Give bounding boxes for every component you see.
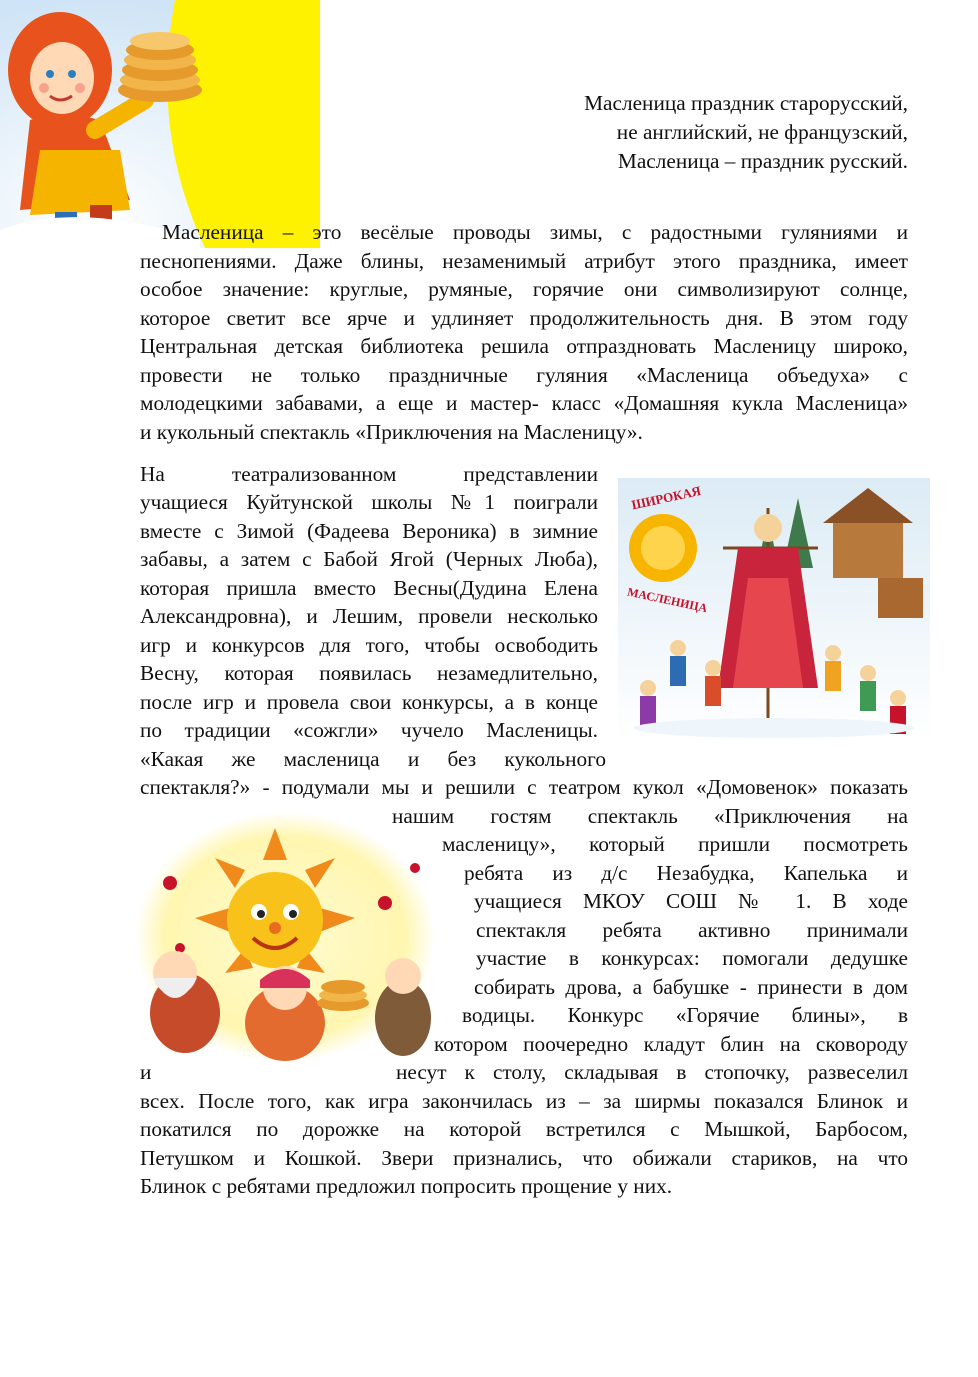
paragraph2-line: учащиеся Куйтунской школы №1 поиграли xyxy=(140,490,598,514)
shirokaya-maslenitsa-illustration xyxy=(618,478,930,740)
girl-with-pancakes-illustration xyxy=(0,0,320,248)
paragraph2-line: Блинок с ребятами предложил попросить прощение у них. xyxy=(140,1174,673,1198)
paragraph2-line: всех. После того, как игра закончилась из – за ширмы показался Блинок и xyxy=(140,1089,908,1113)
paragraph1-line: которое светит все ярче и удлиняет продолжительность дня. В этом году xyxy=(140,306,908,330)
paragraph2-line: участие в конкурсах: помогали дедушке xyxy=(476,946,908,970)
paragraph2-line: спектакля?» - подумали мы и решили с театром кукол «Домовенок» показать xyxy=(140,775,908,799)
logo-text-top: ШИРОКАЯ xyxy=(630,482,703,513)
paragraph1-line: Масленица – это весёлые проводы зимы, с радостными гуляниями и xyxy=(162,220,908,244)
paragraph2-line: вместе с Зимой (Фадеева Вероника) в зимние xyxy=(140,519,598,543)
paragraph2-line: Весну, которая появилась незамедлительно, xyxy=(140,661,598,685)
paragraph2-line: водицы. Конкурс «Горячие блины», в xyxy=(462,1003,908,1027)
paragraph2-line: На театрализованном представлении xyxy=(140,462,598,486)
poem-line-2: не английский, не французский, xyxy=(616,120,908,144)
paragraph1-line: молодецкими забавами, а еще и мастер- класс «Домашняя кукла Масленица» xyxy=(140,391,908,415)
paragraph1-line: песнопениями. Даже блины, незаменимый атрибут этого праздника, имеет xyxy=(140,249,908,273)
paragraph2-line: забавы, а затем с Бабой Ягой (Черных Люба), xyxy=(140,547,598,571)
paragraph2-line: покатился по дорожке на которой встретился с Мышкой, Барбосом, xyxy=(140,1117,908,1141)
paragraph2-line: котором поочередно кладут блин на сковороду xyxy=(434,1032,908,1056)
paragraph2-line: спектакля ребята активно принимали xyxy=(476,918,908,942)
poem-line-1: Масленица праздник старорусский, xyxy=(584,91,908,115)
paragraph2-line-right: несут к столу, складывая в стопочку, развеселил xyxy=(396,1060,908,1084)
paragraph2-line: Александровна), и Лешим, провели несколько xyxy=(140,604,598,628)
sun-and-characters-illustration xyxy=(135,808,435,1066)
paragraph1-line: провести не только праздничные гуляния «Масленица объедуха» с xyxy=(140,363,908,387)
paragraph2-line-left: и xyxy=(140,1060,152,1084)
logo-text-bottom: МАСЛЕНИЦА xyxy=(626,584,709,616)
paragraph2-line: масленицу», который пришли посмотреть xyxy=(442,832,908,856)
paragraph2-line: нашим гостям спектакль «Приключения на xyxy=(392,804,908,828)
paragraph1-line: Центральная детская библиотека решила отпраздновать Масленицу широко, xyxy=(140,334,908,358)
paragraph2-line: по традиции «сожгли» чучело Масленицы. xyxy=(140,718,598,742)
paragraph2-line: Петушком и Кошкой. Звери признались, что обижали стариков, на что xyxy=(140,1146,908,1170)
paragraph2-line: которая пришла вместо Весны(Дудина Елена xyxy=(140,576,598,600)
paragraph1-line: и кукольный спектакль «Приключения на Масленицу». xyxy=(140,420,643,444)
paragraph2-line: игр и конкурсов для того, чтобы освободить xyxy=(140,633,598,657)
poem-line-3: Масленица – праздник русский. xyxy=(617,149,908,173)
paragraph2-line: «Какая же масленица и без кукольного xyxy=(140,747,606,771)
paragraph2-line: учащиеся МКОУ СОШ № 1. В ходе xyxy=(474,889,908,913)
paragraph1-line: особое значение: круглые, румяные, горячие они символизируют солнце, xyxy=(140,277,908,301)
paragraph2-line: собирать дрова, а бабушке - принести в дом xyxy=(474,975,908,999)
paragraph2-line: после игр и провела свои конкурсы, а в конце xyxy=(140,690,598,714)
paragraph2-line: ребята из д/с Незабудка, Капелька и xyxy=(464,861,908,885)
